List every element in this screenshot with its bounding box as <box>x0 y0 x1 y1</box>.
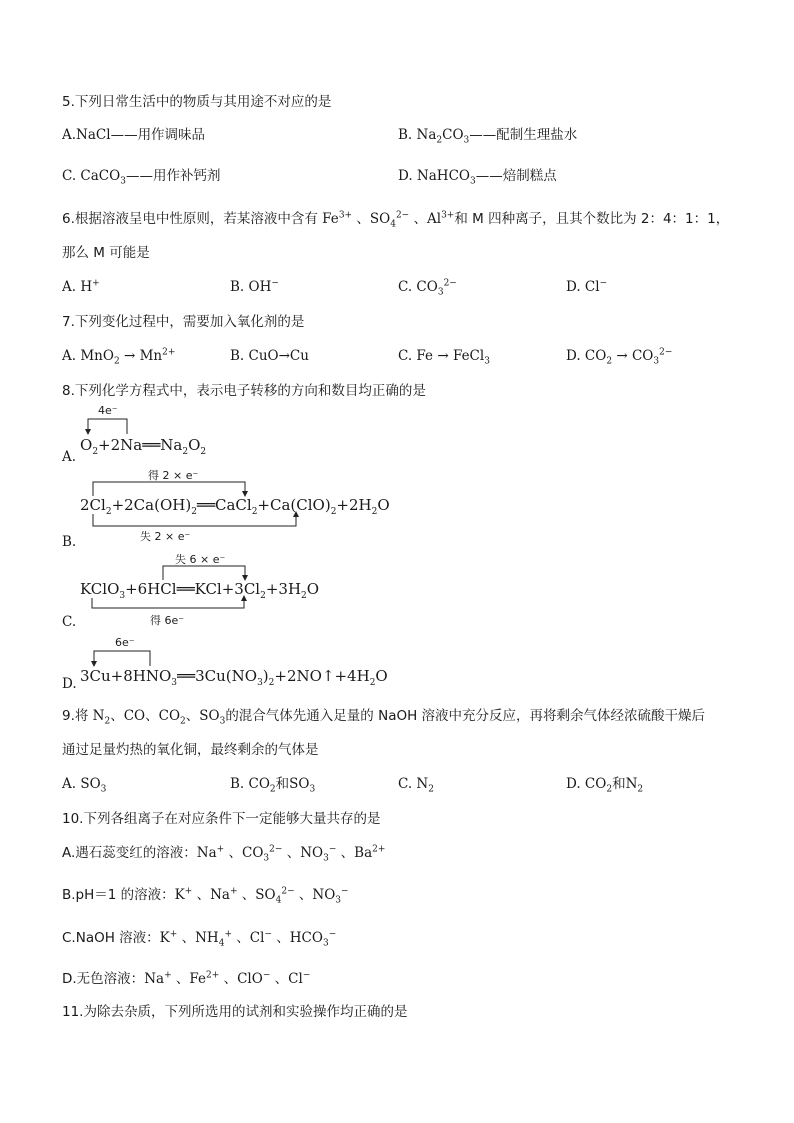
q10-option-b: B.pH＝1 的溶液：K+ 、Na+ 、$SO_4^{2-}$ 、$NO_3^-$ <box>62 886 349 906</box>
q8-b-gain-label: 得 2 × e⁻ <box>148 469 199 482</box>
q8-c-label: C. <box>62 614 77 630</box>
q10-option-c: C.NaOH 溶液：K+ 、$NH_4^+$ 、Cl− 、$HCO_3^-$ <box>62 929 337 949</box>
q6-option-d: D. Cl− <box>566 278 608 295</box>
q5-option-d: D. NaHCO$_3$——焙制糕点 <box>398 168 557 187</box>
q9-option-c: C. $N_2$ <box>398 776 434 795</box>
q8-b-equation: $2Cl_2+2Ca(OH)_2══CaCl_2+Ca(ClO)_2+2H_2O$ <box>80 496 390 517</box>
q6-option-a: A. H+ <box>62 278 100 295</box>
q8-b-lose-label: 失 2 × e⁻ <box>140 530 191 543</box>
q8-a-electron-label: 4e⁻ <box>98 404 118 417</box>
q8-a-label: A. <box>62 449 77 465</box>
q7-option-d: D. $CO_2 \to CO_3^{2-}$ <box>566 347 673 367</box>
q6-stem-line2: 那么 M 可能是 <box>62 245 150 261</box>
q11-stem: 11.为除去杂质，下列所选用的试剂和实验操作均正确的是 <box>62 1004 408 1020</box>
q9-option-b: B. $CO_2$和$SO_3$ <box>230 776 316 795</box>
q7-option-a: A. $MnO_2 \to Mn^{2+}$ <box>62 347 176 367</box>
q9-option-d: D. $CO_2$和$N_2$ <box>566 776 644 795</box>
q5-stem: 5.下列日常生活中的物质与其用途不对应的是 <box>62 94 332 110</box>
q6-option-b: B. OH− <box>230 278 279 295</box>
q8-d-label: D. <box>62 676 77 692</box>
q8-c-equation: $KClO_3+6HCl══KCl+3Cl_2+3H_2O$ <box>80 580 320 601</box>
q7-option-b: B. CuO→Cu <box>230 348 309 364</box>
q5-option-b: B. $Na_2CO_3——$配制生理盐水 <box>398 127 578 146</box>
q8-stem: 8.下列化学方程式中，表示电子转移的方向和数目均正确的是 <box>62 383 426 399</box>
q10-option-a: A.遇石蕊变红的溶液：Na+ 、$CO_3^{2-}$ 、$NO_3^-$ 、$Ba^{2+}$ <box>62 844 386 864</box>
q10-stem: 10.下列各组离子在对应条件下一定能够大量共存的是 <box>62 811 381 827</box>
q5-option-c: C. CaCO$_3$——用作补钙剂 <box>62 168 221 187</box>
q8-c-lose-label: 失 6 × e⁻ <box>175 553 226 566</box>
q5-option-a: A.NaCl——用作调味品 <box>62 127 206 143</box>
q7-stem: 7.下列变化过程中，需要加入氧化剂的是 <box>62 314 305 330</box>
q7-option-c: C. Fe → FeCl$_3$ <box>398 348 490 367</box>
q8-b-label: B. <box>62 534 77 550</box>
q8-d-equation: $3Cu+8HNO_3══3Cu(NO_3)_2+2NO↑+4H_2O$ <box>80 667 388 688</box>
q9-stem-line2: 通过足量灼热的氧化铜，最终剩余的气体是 <box>62 742 319 758</box>
q9-option-a: A. $SO_3$ <box>62 776 107 795</box>
q10-option-d: D.无色溶液：Na+ 、$Fe^{2+}$ 、ClO− 、Cl− <box>62 970 311 987</box>
q8-c-gain-label: 得 6e⁻ <box>150 614 185 627</box>
q8-d-electron-label: 6e⁻ <box>115 636 135 649</box>
q6-option-c: C. $CO_3^{2-}$ <box>398 278 457 298</box>
q8-a-equation: $O_2+2Na══Na_2O_2$ <box>80 436 207 457</box>
q6-stem: 6.根据溶液呈电中性原则，若某溶液中含有 $Fe^{3+}$ 、$SO_4^{2-}$ 、$Al^{3+}$和 M 四种离子，且其个数比为 2：4：1：1， <box>62 210 730 230</box>
q9-stem: 9.将 $N_2$、CO、$CO_2$、$SO_3$的混合气体先通入足量的 NaOH 溶液中充分反应，再将剩余气体经浓硫酸干燥后 <box>62 708 706 727</box>
